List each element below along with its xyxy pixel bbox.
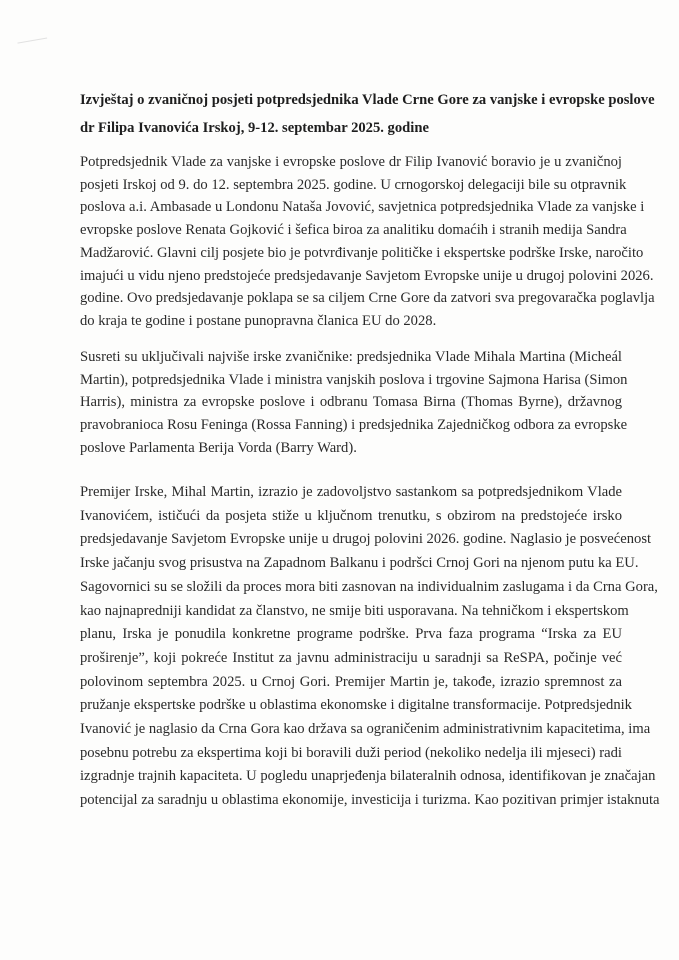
text-line: evropske poslove Renata Gojković i šefica biroa za analitiku domaćih i stranih medija Sandra [80, 222, 627, 239]
text-line: posjeti Irskoj od 9. do 12. septembra 2025. godine. U crnogorskoj delegaciji bile su otpravnik [80, 176, 627, 193]
text-line: Premijer Irske, Mihal Martin, izrazio je zadovoljstvo sastankom sa potpredsjednikom Vlade [80, 484, 622, 500]
text-line: pravobranioca Rosu Feninga (Rossa Fanning) i predsjednika Zajedničkog odbora za evropske [80, 417, 628, 434]
text-line: Sagovornici su se složili da proces mora biti zasnovan na individualnim zaslugama i da Crna Gora, [80, 578, 658, 595]
text-line: Madžarović. Glavni cilj posjete bio je potvrđivanje političke i ekspertske podrške Irske, naročito [80, 244, 644, 261]
paragraph-visit-overview [80, 151, 655, 333]
text-line: do kraja te godine i postane punopravna članica EU do 2028. [80, 312, 437, 329]
text-line: dr Filipa Ivanovića Irskoj, 9-12. septembar 2025. godine [80, 120, 429, 136]
text-line: planu, Irska je ponudila konkretne programe podrške. Prva faza programa “Irska za EU [80, 626, 622, 643]
text-line: godine. Ovo predsjedavanje poklapa se sa ciljem Crne Gore da zatvori sva pregovaračka poglavlja [80, 290, 655, 307]
text-line: posebnu potrebu za ekspertima koji bi boravili duži period (nekoliko nedelja ili mjeseci) radi [80, 744, 622, 761]
document-title [80, 86, 655, 142]
text-line: kao najnapredniji kandidat za članstvo, ne smije biti usporavana. Na tehničkom i ekspertskom [80, 602, 629, 619]
text-line: polovinom septembra 2025. u Crnoj Gori. Premijer Martin je, takođe, izrazio spremnost za [80, 673, 622, 690]
text-line: poslova a.i. Ambasade u Londonu Nataša Jovović, savjetnica potpredsjednika Vlade za vanjske i [80, 199, 645, 216]
text-line: Ivanovićem, ističući da posjeta stiže u ključnom trenutku, s obzirom na predstojeće irsko [80, 507, 622, 524]
text-line: Susreti su uključivali najviše irske zvaničnike: predsjednika Vlade Mihala Martina (Micheál [80, 349, 622, 365]
scan-artifact [17, 37, 48, 51]
text-line: poslove Parlamenta Berija Vorda (Barry Ward). [80, 439, 357, 456]
text-line: predsjedavanje Savjetom Evropske unije u drugoj polovini 2026. godine. Naglasio je posvećenost [80, 531, 652, 548]
text-line: Potpredsjednik Vlade za vanjske i evropske poslove dr Filip Ivanović boravio je u zvaničnoj [80, 154, 622, 170]
text-line: Harris), ministra za evropske poslove i odbranu Tomasa Birna (Thomas Byrne), državnog [80, 394, 622, 411]
paragraph-prime-minister-meeting [80, 481, 660, 813]
text-line: Irske jačanju svog prisustva na Zapadnom Balkanu i podršci Crnoj Gori na njenom putu ka EU. [80, 555, 639, 572]
paragraph-meetings [80, 346, 628, 460]
text-line: proširenje”, koji pokreće Institut za javnu administraciju u saradnji sa ReSPA, počinje već [80, 649, 622, 666]
text-line: imajući u vidu njeno predstojeće predsjedavanje Savjetom Evropske unije u drugoj polovini 2026. [80, 267, 654, 284]
text-line: Ivanović je naglasio da Crna Gora kao država sa ograničenim administrativnim kapacitetima, ima [80, 721, 651, 738]
text-line: potencijal za saradnju u oblastima ekonomije, investicija i turizma. Kao pozitivan primjer istaknuta [80, 792, 660, 809]
text-line: pružanje ekspertske podrške u oblastima ekonomske i digitalne transformacije. Potpredsjednik [80, 697, 632, 714]
text-line: izgradnje trajnih kapaciteta. U pogledu unaprjeđenja bilateralnih odnosa, identifikovan je značajan [80, 768, 656, 785]
text-line: Izvještaj o zvaničnoj posjeti potpredsjednika Vlade Crne Gore za vanjske i evropske poslove [80, 92, 655, 108]
text-line: Martin), potpredsjednika Vlade i ministra vanjskih poslova i trgovine Sajmona Harisa (Simon [80, 371, 628, 388]
